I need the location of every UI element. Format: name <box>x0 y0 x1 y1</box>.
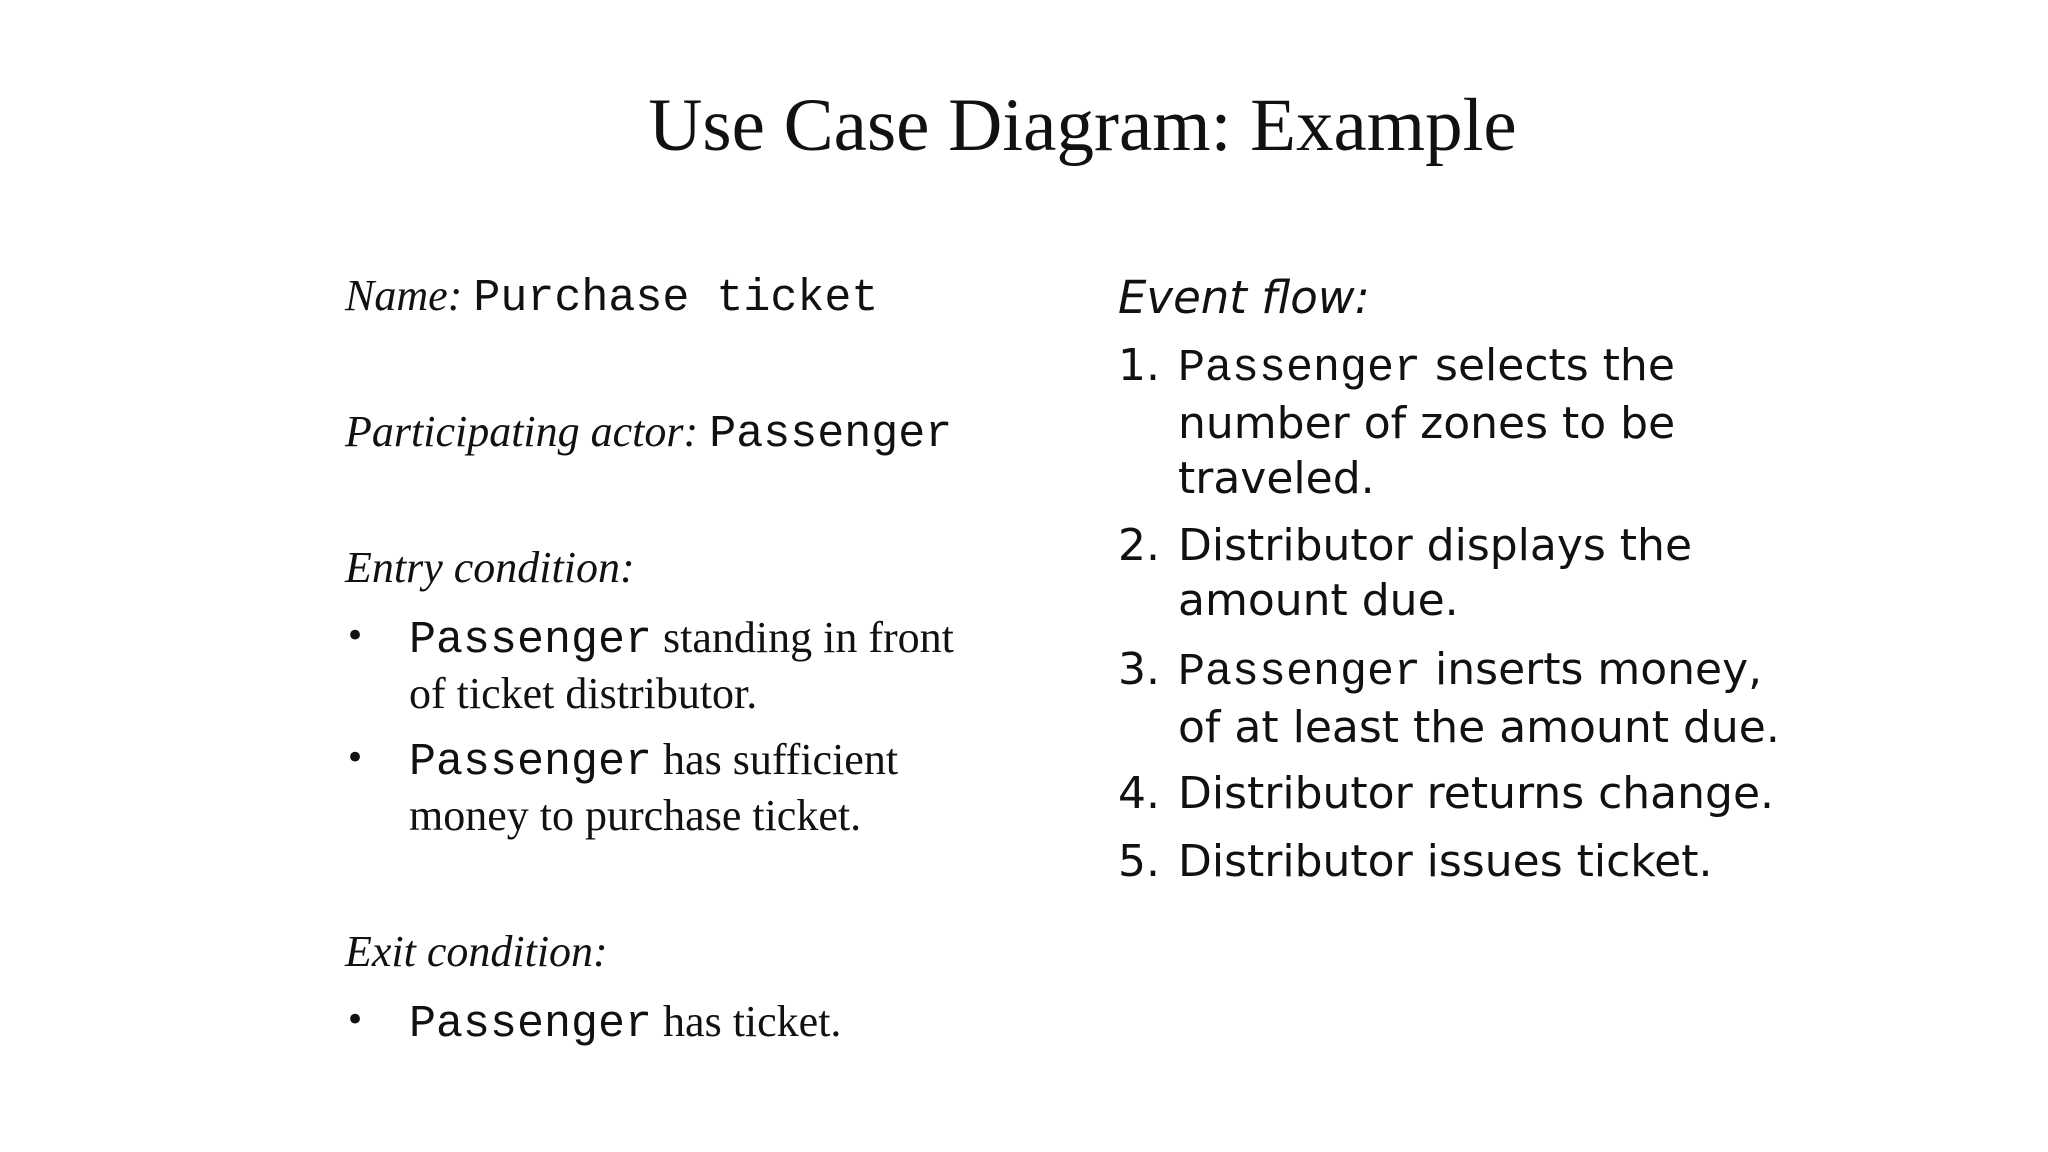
step-number: 4. <box>1118 768 1160 819</box>
actor-name: Passenger <box>409 999 653 1050</box>
name-field <box>345 268 878 327</box>
page-title: Use Case Diagram: Example <box>648 84 1517 167</box>
actor-name: Passenger <box>409 615 653 666</box>
step-text: inserts money, <box>1421 644 1763 695</box>
bullet-icon: • <box>345 738 366 778</box>
step-text: Distributor issues ticket. <box>1178 836 1713 887</box>
name-value: Purchase ticket <box>473 273 879 324</box>
actor-value: Passenger <box>709 409 953 460</box>
bullet-icon: • <box>345 616 366 656</box>
step-text: of at least the amount due. <box>1178 702 1780 753</box>
condition-text: has ticket. <box>652 997 842 1046</box>
entry-condition-label: Entry condition: <box>345 543 635 592</box>
step-text: number of zones to be <box>1178 398 1676 449</box>
exit-condition-label: Exit condition: <box>345 927 608 976</box>
step-text: Distributor returns change. <box>1178 768 1775 819</box>
condition-text: has sufficient <box>652 735 899 784</box>
actor-name: Passenger <box>1178 647 1422 698</box>
condition-text: standing in front <box>652 613 954 662</box>
step-number: 2. <box>1118 520 1160 571</box>
actor-field <box>345 404 952 463</box>
condition-text-continued: money to purchase ticket. <box>409 791 862 840</box>
actor-name: Passenger <box>409 737 653 788</box>
condition-text-continued: of ticket distributor. <box>409 669 758 718</box>
name-label: Name: <box>345 271 463 320</box>
step-text: Distributor displays the <box>1178 520 1693 571</box>
actor-label: Participating actor: <box>345 407 699 456</box>
step-text: selects the <box>1421 340 1675 391</box>
step-text: amount due. <box>1178 575 1459 626</box>
actor-name: Passenger <box>1178 343 1422 394</box>
step-number: 3. <box>1118 644 1160 695</box>
step-text: traveled. <box>1178 453 1375 504</box>
step-number: 5. <box>1118 836 1160 887</box>
event-flow-label: Event flow: <box>1118 271 1370 324</box>
step-number: 1. <box>1118 340 1160 391</box>
bullet-icon: • <box>345 1000 366 1040</box>
